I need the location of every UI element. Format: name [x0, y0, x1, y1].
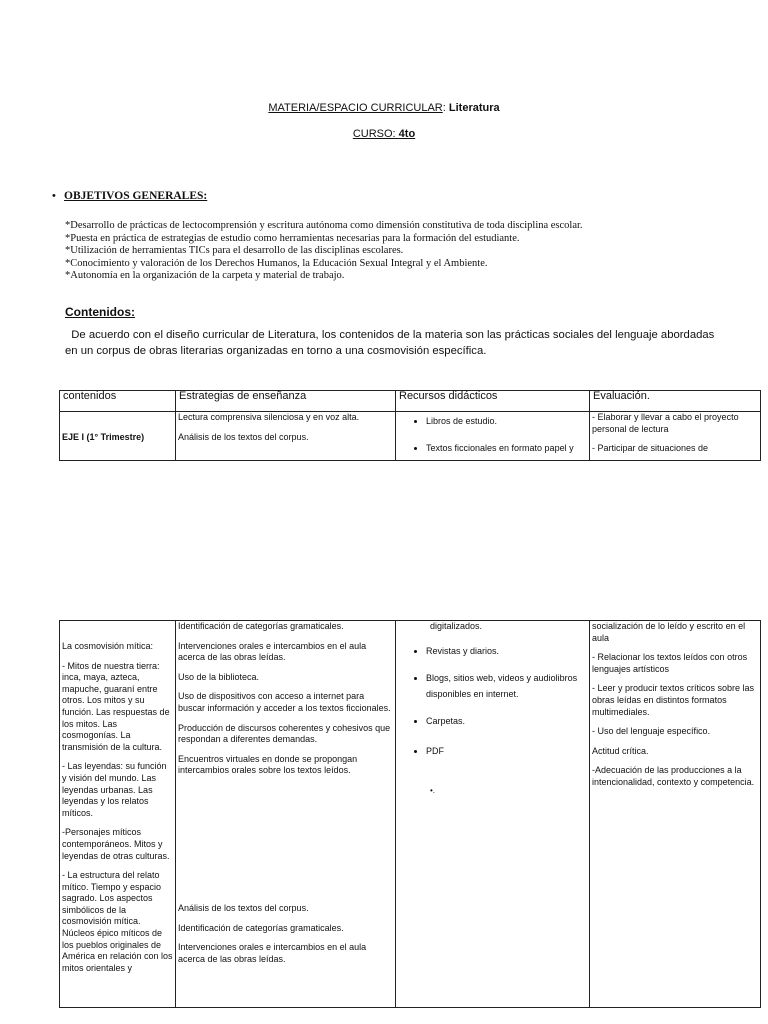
materia-label: MATERIA/ESPACIO CURRICULAR [268, 102, 443, 114]
intro-line: De acuerdo con el diseño curricular de Literatura, los contenidos de la materia son las prácticas sociales del lenguaje abordadas [65, 329, 715, 341]
contenido-item: - Mitos de nuestra tierra: inca, maya, azteca, mapuche, guaraní entre otros. Los mitos y su función. Las respuestas de los mitos. Las cosmogonías. La transmisión de la cultura. [62, 660, 170, 752]
curriculum-table-page1 [59, 390, 761, 461]
estrategia-item: Producción de discursos coherentes y cohesivos que respondan a diferentes demandas. [178, 722, 391, 745]
estrategia-item: Análisis de los textos del corpus. [178, 431, 309, 442]
objetivo-item: *Conocimiento y valoración de los Derechos Humanos, la Educación Sexual Integral y el Ambiente. [65, 257, 488, 269]
recurso-item: • Revistas y diarios. [426, 646, 587, 658]
objetivos-heading [52, 190, 207, 202]
materia-separator: : [442, 102, 449, 114]
evaluacion-item: - Leer y producir textos críticos sobre las obras leídas en distintos formatos multimediales. [592, 683, 755, 717]
contenido-item: - Las leyendas: su función y visión del mundo. Las leyendas urbanas. Las leyendas y los relatos míticos. [62, 761, 167, 818]
recursos-cell [396, 621, 590, 1008]
objetivo-item: *Puesta en práctica de estrategias de estudio como herramientas necesarias para la formación del estudiante. [65, 232, 520, 244]
recursos-cell [396, 412, 590, 461]
recurso-tail: •. [430, 786, 436, 796]
estrategia-item: Lectura comprensiva silenciosa y en voz alta. [178, 412, 360, 422]
estrategia-item: Intervenciones orales e intercambios en el aula acerca de las obras leídas. [178, 942, 367, 964]
column-header: Estrategias de enseñanza [176, 391, 396, 412]
materia-value: Literatura [448, 102, 500, 114]
column-header: Recursos didácticos [396, 391, 590, 412]
contenido-item: -Personajes míticos contemporáneos. Mitos y leyendas de otras culturas. [62, 827, 170, 861]
evaluacion-cell [590, 412, 761, 461]
objetivo-item: *Utilización de herramientas TICs para el desarrollo de las disciplinas escolares. [65, 245, 404, 257]
estrategia-item: Identificación de categorías gramaticales. [178, 621, 344, 631]
estrategia-item: Identificación de categorías gramaticales. [178, 922, 344, 933]
contenidos-title: Contenidos: [65, 305, 135, 319]
estrategias-cell [176, 412, 396, 461]
evaluacion-cell [590, 621, 761, 1008]
table-row [60, 412, 761, 461]
evaluacion-item: - Participar de situaciones de [592, 443, 709, 454]
evaluacion-item: -Adecuación de las producciones a la intencionalidad, contexto y competencia. [592, 765, 755, 787]
evaluacion-item: - Elaborar y llevar a cabo el proyecto personal de lectura [592, 412, 739, 434]
contenidos-cell [60, 621, 176, 1008]
bullet-icon: • [52, 190, 56, 202]
estrategia-item: Uso de la biblioteca. [178, 671, 260, 682]
estrategia-item: Análisis de los textos del corpus. [178, 902, 309, 913]
estrategia-item: Uso de dispositivos con acceso a internet para buscar información y acceder a los textos ficcionales. [178, 691, 391, 713]
curso-value: 4to [398, 128, 416, 140]
estrategia-item: Encuentros virtuales en donde se propongan intercambios orales sobre los textos leídos. [178, 753, 358, 776]
curriculum-table-page2 [59, 620, 761, 1008]
contenido-item: La cosmovisión mítica: [62, 641, 154, 651]
column-header: Evaluación. [590, 391, 761, 412]
objetivos-list [65, 220, 745, 283]
table-row [60, 621, 761, 1008]
recurso-item: • Textos ficcionales en formato papel y [426, 443, 587, 455]
column-header: contenidos [60, 391, 176, 412]
recurso-item: • Carpetas. [426, 716, 587, 728]
recurso-item: • Blogs, sitios web, videos y audiolibros disponibles en internet. [426, 671, 587, 702]
table-header-row [60, 391, 761, 412]
eje-label: EJE I (1° Trimestre) [62, 432, 145, 442]
estrategias-cell [176, 621, 396, 1008]
contenidos-intro [65, 328, 735, 359]
objetivo-item: *Desarrollo de prácticas de lectocomprensión y escritura autónoma como dimensión constitutiva de toda disciplina escolar. [65, 220, 583, 231]
objetivo-item: *Autonomía en la organización de la carpeta y material de trabajo. [65, 270, 345, 282]
evaluacion-item: - Uso del lenguaje específico. [592, 726, 711, 737]
recurso-item: • PDF [426, 746, 587, 758]
intro-line: en un corpus de obras literarias organizadas en torno a una cosmovisión específica. [65, 344, 487, 357]
materia-heading [0, 102, 768, 114]
estrategia-item: Intervenciones orales e intercambios en el aula acerca de las obras leídas. [178, 640, 367, 663]
objetivos-title: OBJETIVOS GENERALES: [64, 190, 208, 202]
contenido-item: - La estructura del relato mítico. Tiempo y espacio sagrado. Los aspectos simbólicos de la cosmovisión mítica. Núcleos épico míticos de los pueblos originales de América en relación con los mitos orientales y [62, 870, 173, 973]
recurso-continuation: digitalizados. [430, 621, 483, 631]
curso-heading [0, 128, 768, 140]
evaluacion-item: socialización de lo leído y escrito en el aula [592, 621, 746, 643]
evaluacion-item: - Relacionar los textos leídos con otros lenguajes artísticos [592, 652, 748, 674]
curso-label: CURSO: [352, 128, 396, 140]
eje-cell [60, 412, 176, 461]
evaluacion-item: Actitud crítica. [592, 745, 649, 756]
recurso-item: • Libros de estudio. [426, 416, 587, 428]
